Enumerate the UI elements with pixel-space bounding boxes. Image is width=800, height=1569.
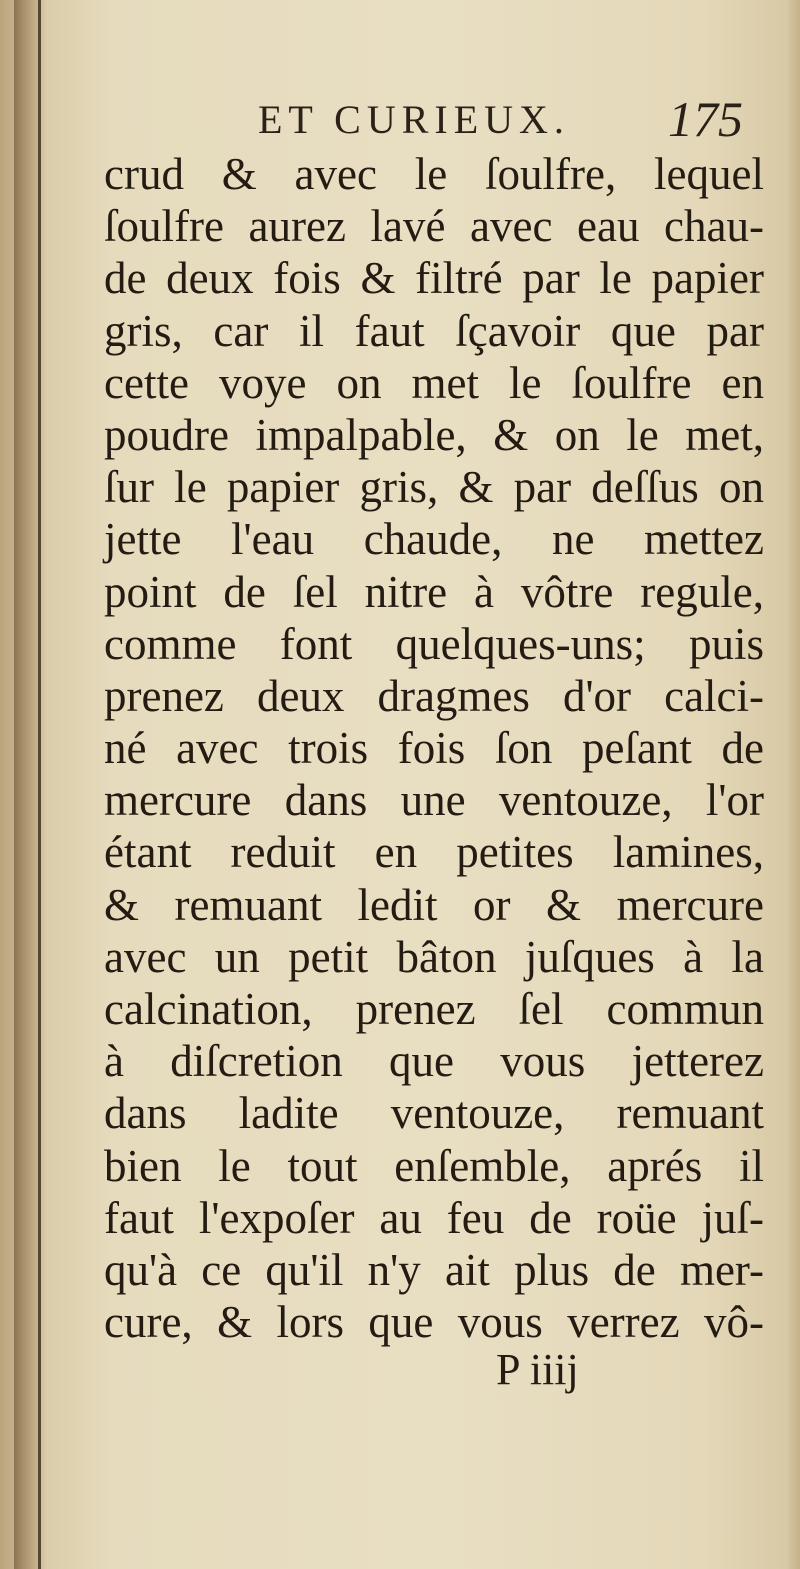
text-line: comme font quelques-uns; puis: [104, 618, 764, 669]
text-line: étant reduit en petites lamines,: [104, 827, 764, 878]
text-line: né avec trois fois ſon peſant de: [104, 723, 764, 774]
text-line: cure, & lors que vous verrez vô-: [104, 1297, 764, 1348]
text-line: point de ſel nitre à vôtre regule,: [104, 566, 764, 617]
text-line: calcination, prenez ſel commun: [104, 984, 764, 1034]
text-line: & remuant ledit or & mercure: [104, 879, 764, 930]
text-line: ſur le papier gris, & par deſſus on: [104, 462, 764, 513]
page-edge-shadow: [786, 0, 800, 1569]
body-text: [104, 148, 764, 1348]
text-line: prenez deux dragmes d'or calci-: [104, 670, 764, 721]
text-line: avec un petit bâton juſques à la: [104, 931, 764, 982]
binding-edge-line: [38, 0, 41, 1569]
page-header: [100, 91, 790, 156]
text-line: faut l'expoſer au feu de roüe juſ-: [104, 1192, 764, 1243]
text-line: cette voye on met le ſoulfre en: [104, 357, 764, 408]
text-line: gris, car il faut ſçavoir que par: [104, 305, 764, 356]
text-line: mercure dans une ventouze, l'or: [104, 775, 764, 826]
text-line: qu'à ce qu'il n'y ait plus de mer-: [104, 1244, 764, 1295]
text-line: poudre impalpable, & on le met,: [104, 409, 764, 460]
text-line: jette l'eau chaude, ne mettez: [104, 514, 764, 565]
running-head: ET CURIEUX.: [258, 97, 570, 142]
text-line: ſoulfre aurez lavé avec eau chau-: [104, 201, 764, 252]
text-line: crud & avec le ſoulfre, lequel: [104, 149, 764, 199]
text-line: bien le tout enſemble, aprés il: [104, 1140, 764, 1191]
text-line: dans ladite ventouze, remuant: [104, 1088, 764, 1139]
text-line: à diſcretion que vous jetterez: [104, 1036, 764, 1087]
signature-mark: P iiij: [496, 1345, 579, 1394]
text-line: de deux fois & filtré par le papier: [104, 253, 764, 304]
binding-gutter: [14, 0, 46, 1569]
page-number: 175: [668, 91, 743, 147]
